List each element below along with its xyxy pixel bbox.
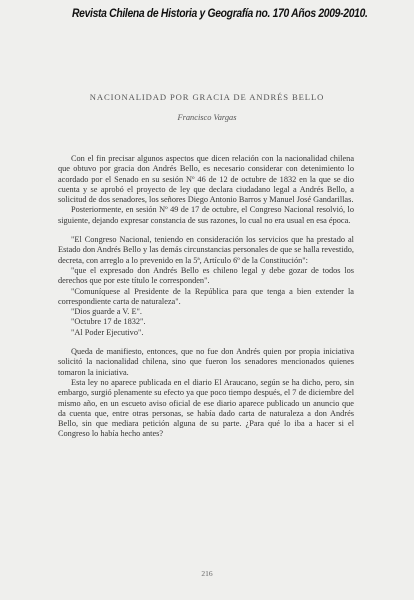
quote-poder-ejecutivo: "Al Poder Ejecutivo". — [71, 327, 144, 337]
article-body — [58, 154, 354, 440]
journal-header: Revista Chilena de Historia y Geografía no. 170 Años 2009-2010. — [72, 8, 368, 20]
quote-comuniquese: "Comuníquese al Presidente de la República para que tenga a bien extender la correspondiente carta de naturaleza". — [58, 286, 354, 306]
quote-dios-guarde: "Dios guarde a V. E". — [71, 307, 142, 317]
paragraph-session-49: Posteriormente, en sesión Nº 49 de 17 de octubre, el Congreso Nacional resolvió, lo siguiente, dejando expresar constancia de sus razones, lo cual no era usual en esa época. — [58, 205, 354, 225]
paragraph-iniciativa: Queda de manifiesto, entonces, que no fue don Andrés quien por propia iniciativa solicitó la nacionalidad chilena, sino que fueron los senadores mencionados quienes tomaron la iniciativa. — [58, 347, 354, 377]
page-number: 216 — [201, 569, 213, 578]
quote-chileno-legal: "que el expresado don Andrés Bello es chileno legal y debe gozar de todos los derechos que por este título le corresponden". — [58, 265, 354, 286]
paragraph-araucano: Esta ley no aparece publicada en el diario El Araucano, según se ha dicho, pero, sin embargo, surgió plenamente su efecto ya que poco tiempo después, el 7 de diciembre del mismo año, en un escueto aviso oficial de ese diario aparece publicado un anuncio que da cuenta que, entre otras personas, se había dado carta de naturaleza a don Andrés Bello, sin que mediara petición alguna de su parte. ¿Para qué lo iba a hacer si el Congreso lo había hecho antes? — [58, 377, 354, 439]
article-title: NACIONALIDAD POR GRACIA DE ANDRÉS BELLO — [89, 92, 325, 102]
paragraph-intro: Con el fin precisar algunos aspectos que dicen relación con la nacionalidad chilena que obtuvo por gracia don Andrés Bello, es necesario considerar con detenimiento lo acordado por el Senado en su sesión Nº 46 de 12 de octubre de 1832 en la que se dio cuenta y se aprobó el proyecto de ley que declara ciudadano legal a Andrés Bello, a solicitud de dos senadores, los señores Diego Antonio Barros y Manuel José Gandarillas. — [58, 154, 354, 205]
quote-date: "Octubre 17 de 1832". — [71, 317, 146, 327]
article-author: Francisco Vargas — [177, 113, 237, 122]
quote-decree: "El Congreso Nacional, teniendo en consideración los servicios que ha prestado al Estado don Andrés Bello y las demás circunstancias personales de que se halla revestido, decreta, con arreglo a lo prevenido en la 5ª, Artículo 6º de la Constitución": — [58, 235, 354, 265]
